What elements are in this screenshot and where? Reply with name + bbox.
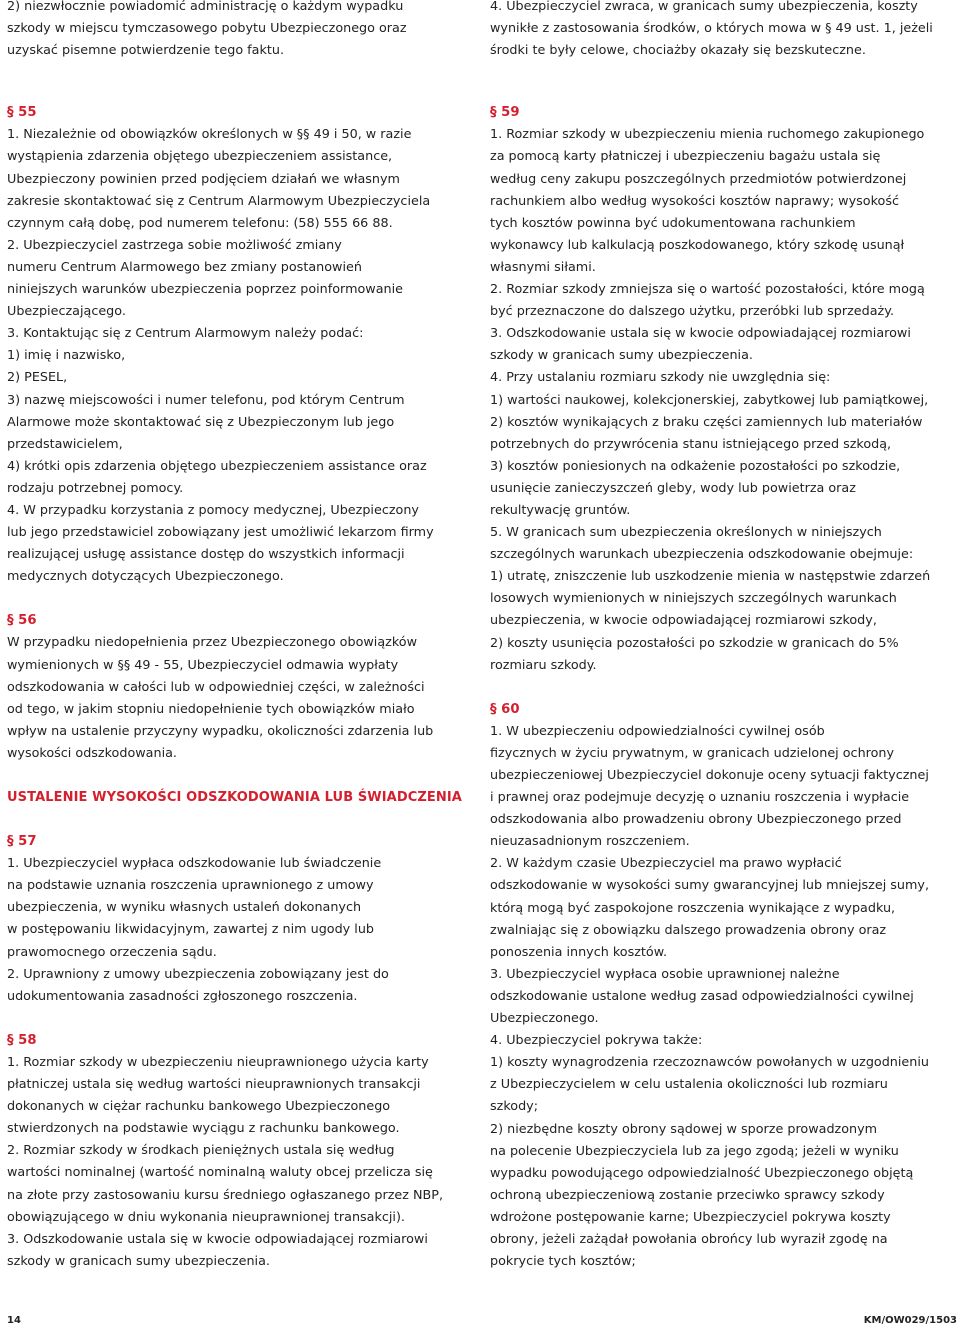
text-line: odszkodowania w całości lub w odpowiedniej części, w zależności xyxy=(7,679,425,695)
text-line: 1. Rozmiar szkody w ubezpieczeniu nieuprawnionego użycia karty xyxy=(7,1054,429,1070)
text-line: 2. Ubezpieczyciel zastrzega sobie możliwość zmiany xyxy=(7,237,342,253)
text-line: realizującej usługę assistance dostęp do wszystkich informacji xyxy=(7,547,405,563)
text-line: szkody w miejscu tymczasowego pobytu Ubezpieczonego oraz xyxy=(7,21,407,37)
page-number: 14 xyxy=(7,1315,21,1326)
text-line: 1) koszty wynagrodzenia rzeczoznawców powołanych w uzgodnieniu xyxy=(490,1055,929,1071)
text-line: odszkodowanie w wysokości sumy gwarancyjnej lub mniejszej sumy, xyxy=(490,878,930,894)
text-line: wymienionych w §§ 49 - 55, Ubezpieczyciel odmawia wypłaty xyxy=(7,657,399,673)
text-line: zakresie skontaktować się z Centrum Alarmowym Ubezpieczyciela xyxy=(7,193,431,209)
text-line: przedstawicielem, xyxy=(7,436,123,452)
text-line: Ubezpieczającego. xyxy=(7,304,126,320)
text-line: za pomocą karty płatniczej i ubezpieczeniu bagażu ustala się xyxy=(490,149,881,165)
text-line: w postępowaniu likwidacyjnym, zawartej z nim ugody lub xyxy=(7,922,374,938)
text-line: 3. Ubezpieczyciel wypłaca osobie uprawnionej należne xyxy=(490,966,840,982)
text-line: 1) utratę, zniszczenie lub uszkodzenie mienia w następstwie zdarzeń xyxy=(490,569,931,585)
text-line: 3. Odszkodowanie ustala się w kwocie odpowiadającej rozmiarowi xyxy=(490,326,911,342)
text-line: 1) wartości naukowej, kolekcjonerskiej, zabytkowej lub pamiątkowej, xyxy=(490,392,929,408)
text-line: wystąpienia zdarzenia objętego ubezpieczeniem assistance, xyxy=(7,149,393,165)
text-line: ubezpieczenia, w wyniku własnych ustaleń dokonanych xyxy=(7,900,362,916)
text-line: szkody; xyxy=(490,1099,538,1115)
text-line: pokrycie tych kosztów; xyxy=(490,1254,636,1270)
text-line: 2) niezwłocznie powiadomić administrację o każdym wypadku xyxy=(7,0,404,14)
text-line: 1. Ubezpieczyciel wypłaca odszkodowanie lub świadczenie xyxy=(7,856,382,872)
text-line: losowych wymienionych w niniejszych szczególnych warunkach xyxy=(490,591,897,607)
text-line: Ubezpieczony powinien przed podjęciem działań we własnym xyxy=(7,171,400,187)
text-line: być przeznaczone do dalszego użytku, przeróbki lub sprzedaży. xyxy=(490,304,895,320)
text-line: wykonawcy lub kalkulacją poszkodowanego, który szkodę usunął xyxy=(490,237,905,253)
section-57-body xyxy=(7,853,469,1008)
text-line: potrzebnych do przywrócenia stanu istniejącego przed szkodą, xyxy=(490,436,892,452)
section-58-body xyxy=(7,1052,469,1273)
text-line: 4. Ubezpieczyciel pokrywa także: xyxy=(490,1033,703,1049)
text-line: 2) koszty usunięcia pozostałości po szkodzie w granicach do 5% xyxy=(490,635,899,651)
text-line: 3. Kontaktując się z Centrum Alarmowym należy podać: xyxy=(7,326,364,342)
section-57-heading: § 57 xyxy=(7,834,37,850)
left-column xyxy=(7,0,469,1273)
section-title-compensation: USTALENIE WYSOKOŚCI ODSZKODOWANIA LUB ŚWIADCZENIA xyxy=(7,790,462,805)
section-55-body xyxy=(7,124,469,588)
text-line: niniejszych warunków ubezpieczenia poprzez poinformowanie xyxy=(7,282,404,298)
text-line: rekultywację gruntów. xyxy=(490,502,631,518)
section-58-heading: § 58 xyxy=(7,1032,37,1048)
text-line: obowiązującego w dniu wykonania nieuprawnionej transakcji). xyxy=(7,1209,405,1225)
text-line: płatniczej ustala się według wartości nieuprawnionych transakcji xyxy=(7,1077,421,1093)
text-line: szkody w granicach sumy ubezpieczenia. xyxy=(7,1253,270,1269)
text-line: fizycznych w życiu prywatnym, w granicach udzielonej ochrony xyxy=(490,745,895,761)
text-line: lub jego przedstawiciel zobowiązany jest umożliwić lekarzom firmy xyxy=(7,525,434,541)
text-line: środki te były celowe, chociażby okazały się bezskuteczne. xyxy=(490,43,866,59)
text-line: 5. W granicach sum ubezpieczenia określonych w niniejszych xyxy=(490,525,882,541)
document-code: KM/OW029/1503 xyxy=(863,1315,957,1326)
text-line: odszkodowania albo prowadzeniu obrony Ubezpieczonego przed xyxy=(490,812,902,828)
section-60-body xyxy=(490,721,956,1273)
text-line: wypadku powodującego odpowiedzialność Ubezpieczonego objętą xyxy=(490,1165,914,1181)
text-line: rodzaju potrzebnej pomocy. xyxy=(7,480,184,496)
text-line: 2. Rozmiar szkody w środkach pieniężnych ustala się według xyxy=(7,1143,395,1159)
text-line: W przypadku niedopełnienia przez Ubezpieczonego obowiązków xyxy=(7,635,417,651)
text-line: wysokości odszkodowania. xyxy=(7,745,177,761)
text-line: Ubezpieczonego. xyxy=(490,1011,599,1027)
text-line: 3) kosztów poniesionych na odkażenie pozostałości po szkodzie, xyxy=(490,458,901,474)
section-56-heading: § 56 xyxy=(7,613,37,629)
text-line: 3. Odszkodowanie ustala się w kwocie odpowiadającej rozmiarowi xyxy=(7,1231,428,1247)
text-line: odszkodowanie ustalone według zasad odpowiedzialności cywilnej xyxy=(490,988,914,1004)
text-line: na złote przy zastosowaniu kursu średniego ogłaszanego przez NBP, xyxy=(7,1187,444,1203)
text-line: 1. W ubezpieczeniu odpowiedzialności cywilnej osób xyxy=(490,723,825,739)
text-line: 1. Niezależnie od obowiązków określonych w §§ 49 i 50, w razie xyxy=(7,127,412,143)
text-line: i prawnej oraz podejmuje decyzję o uznaniu roszczenia i wypłacie xyxy=(490,790,910,806)
text-line: szkody w granicach sumy ubezpieczenia. xyxy=(490,348,753,364)
text-line: 2) niezbędne koszty obrony sądowej w sporze prowadzonym xyxy=(490,1121,878,1137)
text-line: na podstawie uznania roszczenia uprawnionego z umowy xyxy=(7,878,374,894)
text-line: wpływ na ustalenie przyczyny wypadku, okoliczności zdarzenia lub xyxy=(7,723,434,739)
text-line: 3) nazwę miejscowości i numer telefonu, pod którym Centrum xyxy=(7,392,405,408)
text-line: prawomocnego orzeczenia sądu. xyxy=(7,944,217,960)
text-line: Alarmowe może skontaktować się z Ubezpieczonym lub jego xyxy=(7,414,395,430)
text-line: ubezpieczenia, w kwocie odpowiadającej rozmiarowi szkody, xyxy=(490,613,877,629)
text-line: na polecenie Ubezpieczyciela lub za jego zgodą; jeżeli w wyniku xyxy=(490,1143,899,1159)
text-line: 2. W każdym czasie Ubezpieczyciel ma prawo wypłacić xyxy=(490,856,842,872)
section-55-heading: § 55 xyxy=(7,105,37,121)
text-line: udokumentowania zasadności zgłoszonego roszczenia. xyxy=(7,988,358,1004)
right-column xyxy=(490,0,956,1273)
section-59-heading: § 59 xyxy=(490,105,520,121)
left-intro-paragraph xyxy=(7,0,469,62)
text-line: numeru Centrum Alarmowego bez zmiany postanowień xyxy=(7,259,362,275)
section-59-body xyxy=(490,124,956,676)
text-line: od tego, w jakim stopniu niedopełnienie tych obowiązków miało xyxy=(7,701,415,717)
text-line: tych kosztów powinna być udokumentowana rachunkiem xyxy=(490,215,856,231)
text-line: rachunkiem albo według wysokości kosztów naprawy; wysokość xyxy=(490,193,899,209)
text-line: 4. Przy ustalaniu rozmiaru szkody nie uwzględnia się: xyxy=(490,370,831,386)
text-line: 2. Uprawniony z umowy ubezpieczenia zobowiązany jest do xyxy=(7,966,389,982)
text-line: 2) PESEL, xyxy=(7,370,68,386)
text-line: zwalniając się z obowiązku dalszego prowadzenia obrony oraz xyxy=(490,922,887,938)
text-line: 2. Rozmiar szkody zmniejsza się o wartość pozostałości, które mogą xyxy=(490,282,925,298)
text-line: ubezpieczeniowej Ubezpieczyciel dokonuje oceny sytuacji faktycznej xyxy=(490,768,929,783)
text-line: stwierdzonych na podstawie wyciągu z rachunku bankowego. xyxy=(7,1121,400,1137)
text-line: szczególnych warunkach ubezpieczenia odszkodowanie obejmuje: xyxy=(490,547,914,563)
text-line: wdrożone postępowanie karne; Ubezpieczyciel pokrywa koszty xyxy=(490,1209,891,1225)
text-line: uzyskać pisemne potwierdzenie tego faktu. xyxy=(7,43,285,59)
text-line: wartości nominalnej (wartość nominalną waluty obcej przelicza się xyxy=(7,1165,433,1181)
text-line: z Ubezpieczycielem w celu ustalenia okoliczności lub rozmiaru xyxy=(490,1077,888,1093)
text-line: 2) kosztów wynikających z braku części zamiennych lub materiałów xyxy=(490,414,923,430)
text-line: 1. Rozmiar szkody w ubezpieczeniu mienia ruchomego zakupionego xyxy=(490,127,925,143)
text-line: medycznych dotyczących Ubezpieczonego. xyxy=(7,569,284,585)
text-line: wynikłe z zastosowania środków, o których mowa w § 49 ust. 1, jeżeli xyxy=(490,21,933,37)
text-line: nieuzasadnionym roszczeniem. xyxy=(490,834,690,850)
text-line: obrony, jeżeli zażądał powołania obrońcy lub wyraził zgodę na xyxy=(490,1231,888,1247)
text-line: według ceny zakupu poszczególnych przedmiotów potwierdzonej xyxy=(490,171,907,187)
section-56-body xyxy=(7,632,469,765)
text-line: ponoszenia innych kosztów. xyxy=(490,944,668,960)
text-line: rozmiaru szkody. xyxy=(490,657,597,673)
text-line: własnymi siłami. xyxy=(490,259,596,275)
text-line: ochroną ubezpieczeniową zostanie przeciwko sprawcy szkody xyxy=(490,1187,885,1203)
text-line: 1) imię i nazwisko, xyxy=(7,348,126,364)
text-line: usunięcie zanieczyszczeń gleby, wody lub powietrza oraz xyxy=(490,480,856,496)
text-line: 4. Ubezpieczyciel zwraca, w granicach sumy ubezpieczenia, koszty xyxy=(490,0,918,14)
right-intro-paragraph xyxy=(490,0,956,62)
section-60-heading: § 60 xyxy=(490,701,520,717)
text-line: czynnym całą dobę, pod numerem telefonu: (58) 555 66 88. xyxy=(7,215,393,231)
text-line: 4. W przypadku korzystania z pomocy medycznej, Ubezpieczony xyxy=(7,502,419,518)
text-line: dokonanych w ciężar rachunku bankowego Ubezpieczonego xyxy=(7,1099,391,1115)
text-line: którą mogą być zaspokojone roszczenia wynikające z wypadku, xyxy=(490,900,896,916)
text-line: 4) krótki opis zdarzenia objętego ubezpieczeniem assistance oraz xyxy=(7,458,427,474)
